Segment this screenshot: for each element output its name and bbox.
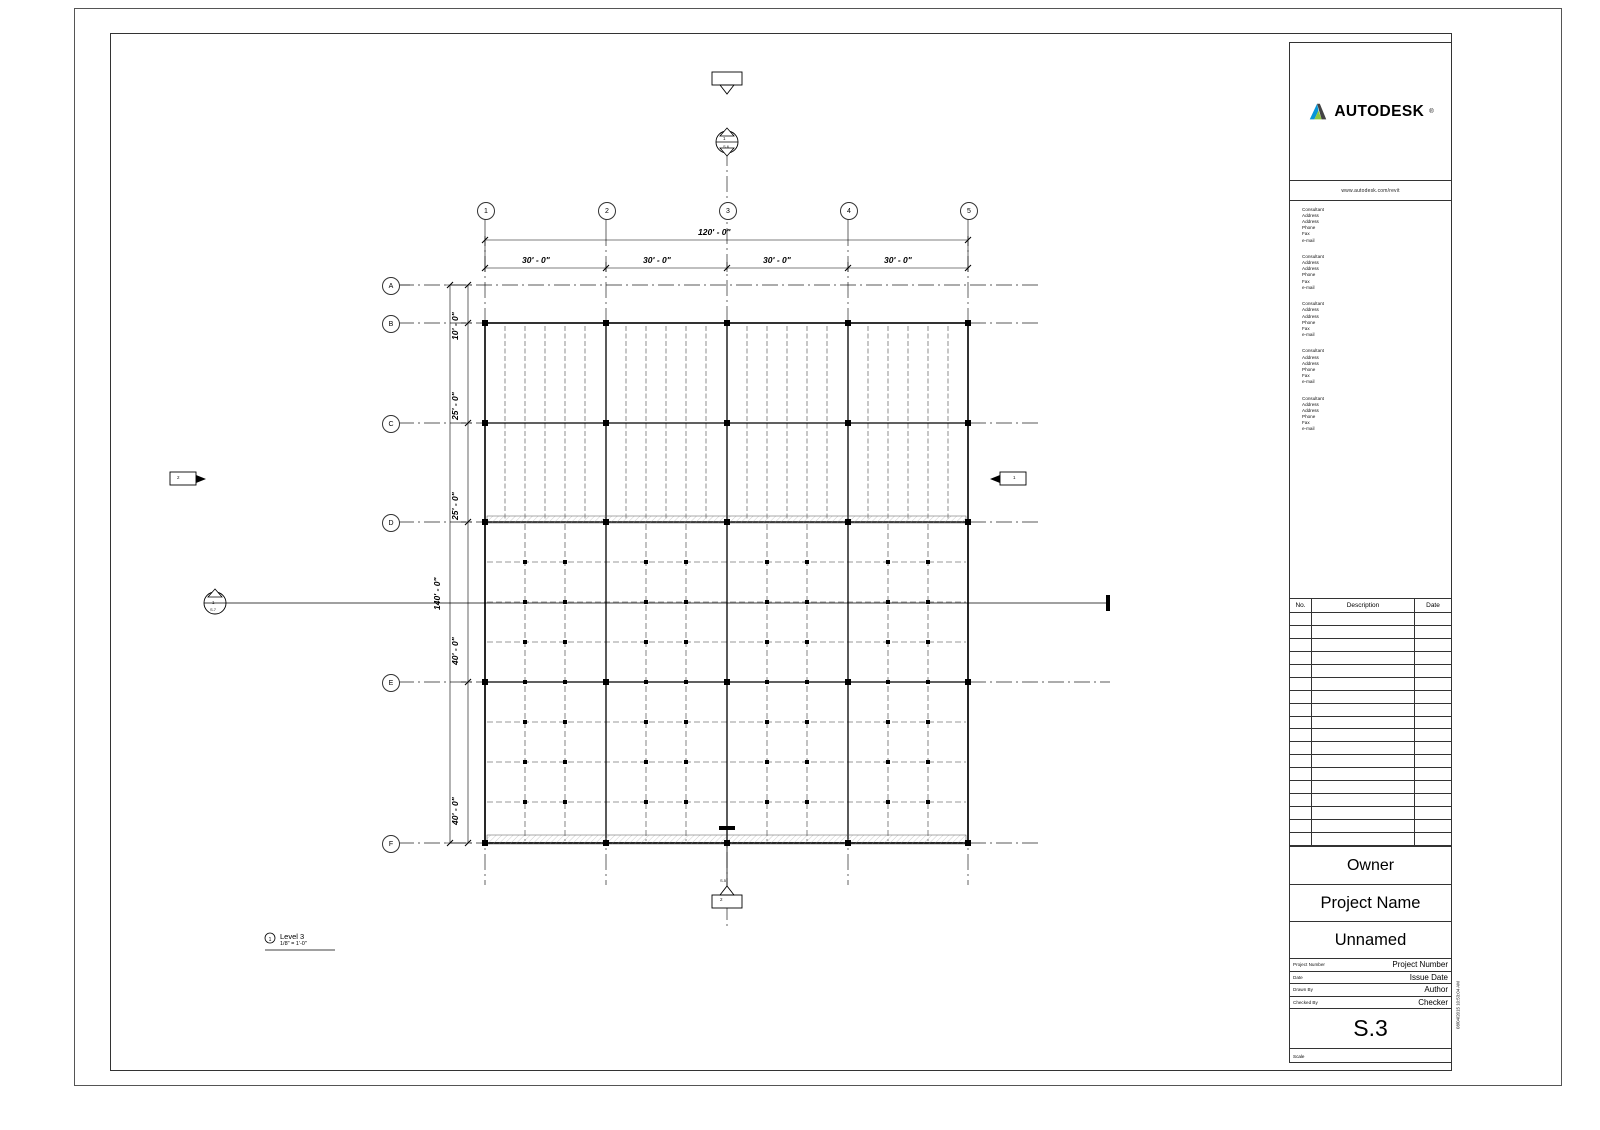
revision-cell-date (1415, 820, 1451, 832)
revision-table (1290, 599, 1451, 847)
view-title-name: Level 3 (280, 932, 305, 941)
section-marker-top-graphic (716, 128, 738, 156)
revision-row[interactable] (1290, 613, 1451, 626)
meta-row-checked-by[interactable] (1290, 997, 1451, 1010)
grid-bubble-label: 5 (967, 207, 971, 215)
meta-row-project-number[interactable] (1290, 959, 1451, 972)
elevation-marker-left-graphic (204, 589, 1110, 614)
revision-cell-description (1312, 704, 1415, 716)
consultant-fax: Fax (1302, 278, 1310, 284)
revision-cell-no (1290, 704, 1312, 716)
consultant-address-1: Address (1302, 307, 1319, 313)
meta-row-date[interactable] (1290, 972, 1451, 985)
consultant-block (1302, 396, 1451, 433)
revision-cell-no (1290, 613, 1312, 625)
revision-cell-date (1415, 742, 1451, 754)
grid-bubble-column-2[interactable] (598, 202, 616, 220)
revision-cell-no (1290, 755, 1312, 767)
revision-cell-description (1312, 768, 1415, 780)
consultant-fax: Fax (1302, 420, 1310, 426)
revision-cell-description (1312, 729, 1415, 741)
consultant-phone: Phone (1302, 319, 1316, 325)
plan-linework (120, 40, 1280, 1060)
meta-value: Issue Date (1409, 972, 1448, 982)
sheet-metadata (1290, 959, 1451, 1009)
grid-bubble-column-1[interactable] (477, 202, 495, 220)
revision-cell-no (1290, 820, 1312, 832)
meta-value: Project Number (1392, 960, 1448, 970)
revision-cell-no (1290, 652, 1312, 664)
revision-cell-no (1290, 678, 1312, 690)
revision-cell-description (1312, 652, 1415, 664)
project-name-field[interactable]: Project Name (1290, 885, 1451, 922)
consultant-email: e-mail (1302, 426, 1315, 432)
overall-horizontal-dimension: 120' - 0" (698, 227, 731, 237)
consultant-name: Consultant (1302, 348, 1324, 354)
revision-row[interactable] (1290, 717, 1451, 730)
consultant-address-1: Address (1302, 401, 1319, 407)
revision-cell-description (1312, 717, 1415, 729)
revision-cell-no (1290, 833, 1312, 845)
revision-cell-date (1415, 678, 1451, 690)
meta-value: Checker (1418, 997, 1448, 1007)
revision-cell-no (1290, 742, 1312, 754)
meta-row-drawn-by[interactable] (1290, 984, 1451, 997)
autodesk-logo-tm: ® (1429, 108, 1434, 115)
section-marker-top-label: 1 (723, 136, 726, 141)
revision-row[interactable] (1290, 665, 1451, 678)
revision-col-date: Date (1426, 602, 1440, 609)
consultant-name: Consultant (1302, 207, 1324, 212)
consultant-name: Consultant (1302, 254, 1324, 260)
revision-row[interactable] (1290, 781, 1451, 794)
vertical-dimension-2: 25' - 0" (450, 392, 460, 420)
revision-row[interactable] (1290, 794, 1451, 807)
revision-cell-no (1290, 665, 1312, 677)
title-block (1289, 42, 1461, 1063)
grid-bubble-label: 1 (484, 207, 488, 215)
consultant-address-1: Address (1302, 354, 1319, 360)
consultant-name: Consultant (1302, 395, 1324, 401)
revision-cell-description (1312, 678, 1415, 690)
consultant-email: e-mail (1302, 331, 1315, 337)
grid-bubble-row-b[interactable] (382, 315, 400, 333)
section-marker-bottom-label: 2 (720, 897, 723, 902)
grid-bubble-row-d[interactable] (382, 514, 400, 532)
consultant-address-1: Address (1302, 213, 1319, 219)
revision-cell-no (1290, 717, 1312, 729)
grid-bubble-row-e[interactable] (382, 674, 400, 692)
plot-timestamp: 08/04/2015 10:53:04 AM (1455, 981, 1461, 1029)
revision-cell-no (1290, 768, 1312, 780)
view-title (280, 932, 307, 947)
consultant-phone: Phone (1302, 413, 1316, 419)
revision-cell-no (1290, 626, 1312, 638)
revision-cell-no (1290, 807, 1312, 819)
section-marker-bottom-sheet: S.5 (720, 878, 727, 883)
revision-row[interactable] (1290, 729, 1451, 742)
revision-cell-description (1312, 755, 1415, 767)
consultant-block (1302, 254, 1451, 291)
elevation-marker-left-label: 1 (212, 600, 215, 605)
consultant-address-1: Address (1302, 260, 1319, 266)
section-marker-left-label: 2 (177, 475, 180, 480)
horizontal-dimension-1: 30' - 0" (522, 255, 550, 265)
overall-vertical-dimension: 140' - 0" (432, 577, 442, 610)
revision-cell-date (1415, 781, 1451, 793)
grid-bubble-label: 2 (605, 207, 609, 215)
section-marker-left-graphic (170, 472, 206, 485)
grid-bubble-row-a[interactable] (382, 277, 400, 295)
meta-value: Author (1424, 985, 1448, 995)
grid-bubble-row-c[interactable] (382, 415, 400, 433)
revision-cell-description (1312, 794, 1415, 806)
revision-cell-no (1290, 639, 1312, 651)
consultant-fax: Fax (1302, 372, 1310, 378)
revision-row[interactable] (1290, 626, 1451, 639)
grid-bubble-column-5[interactable] (960, 202, 978, 220)
revision-cell-date (1415, 833, 1451, 845)
revision-col-description: Description (1312, 599, 1415, 612)
revision-col-no: No. (1290, 599, 1312, 612)
revision-table-header (1290, 599, 1451, 613)
view-title-scale: 1/8" = 1'-0" (280, 941, 307, 947)
revision-cell-description (1312, 626, 1415, 638)
consultant-block (1302, 348, 1451, 385)
meta-label: Drawn By (1293, 987, 1313, 993)
revision-cell-date (1415, 729, 1451, 741)
consultant-phone: Phone (1302, 225, 1316, 231)
revision-row[interactable] (1290, 820, 1451, 833)
revision-cell-description (1312, 833, 1415, 845)
section-head-top-graphic (712, 72, 742, 94)
revision-cell-description (1312, 691, 1415, 703)
section-marker-right-graphic (990, 472, 1026, 485)
revision-cell-no (1290, 729, 1312, 741)
consultant-address-2: Address (1302, 219, 1319, 225)
horizontal-dimension-2: 30' - 0" (643, 255, 671, 265)
consultant-address-2: Address (1302, 407, 1319, 413)
revision-row[interactable] (1290, 755, 1451, 768)
svg-text:1: 1 (268, 937, 272, 943)
sheet-number[interactable]: S.3 (1290, 1009, 1451, 1049)
revision-cell-no (1290, 781, 1312, 793)
vertical-dimension-4: 40' - 0" (450, 637, 460, 665)
consultant-phone: Phone (1302, 272, 1316, 278)
revision-cell-date (1415, 755, 1451, 767)
revision-cell-description (1312, 807, 1415, 819)
revision-cell-date (1415, 704, 1451, 716)
revision-row[interactable] (1290, 742, 1451, 755)
revision-row[interactable] (1290, 652, 1451, 665)
consultant-email: e-mail (1302, 379, 1315, 385)
horizontal-dimension-3: 30' - 0" (763, 255, 791, 265)
vertical-dimension-3: 25' - 0" (450, 492, 460, 520)
grid-bubble-column-3[interactable] (719, 202, 737, 220)
consultant-phone: Phone (1302, 366, 1316, 372)
consultant-address-2: Address (1302, 360, 1319, 366)
autodesk-url[interactable]: www.autodesk.com/revit (1290, 181, 1451, 201)
owner-field[interactable]: Owner (1290, 847, 1451, 885)
consultant-block (1302, 301, 1451, 338)
revision-cell-description (1312, 742, 1415, 754)
meta-label: Checked By (1293, 999, 1318, 1005)
revision-row[interactable] (1290, 691, 1451, 704)
revision-cell-date (1415, 768, 1451, 780)
revision-cell-date (1415, 691, 1451, 703)
revision-row[interactable] (1290, 768, 1451, 781)
consultant-address-2: Address (1302, 313, 1319, 319)
elevation-marker-left-sheet: S.7 (210, 607, 217, 612)
grid-bubble-label: D (388, 519, 394, 527)
grid-bubble-label: 4 (847, 207, 851, 215)
consultant-list (1290, 201, 1451, 599)
grid-bubble-label: E (388, 679, 394, 687)
grid-bubble-row-f[interactable] (382, 835, 400, 853)
revision-cell-date (1415, 794, 1451, 806)
consultant-fax: Fax (1302, 231, 1310, 237)
revision-cell-description (1312, 639, 1415, 651)
revision-cell-description (1312, 820, 1415, 832)
autodesk-logo-text: AUTODESK (1334, 102, 1425, 120)
section-marker-top-sheet: S.6 (723, 144, 730, 149)
grid-bubble-label: 3 (726, 207, 730, 215)
revision-cell-date (1415, 665, 1451, 677)
revision-cell-no (1290, 691, 1312, 703)
structural-plan-view (120, 40, 1280, 1060)
revision-cell-date (1415, 639, 1451, 651)
consultant-address-2: Address (1302, 266, 1319, 272)
grid-bubble-label: A (388, 282, 394, 290)
grid-bubble-label: C (388, 420, 394, 428)
meta-label: Project Number (1293, 962, 1325, 968)
horizontal-dimension-4: 30' - 0" (884, 255, 912, 265)
revision-cell-date (1415, 613, 1451, 625)
grid-bubble-column-4[interactable] (840, 202, 858, 220)
grid-bubble-label: F (388, 840, 394, 848)
autodesk-logo-icon (1307, 101, 1329, 123)
revision-cell-date (1415, 626, 1451, 638)
meta-label: Date (1293, 974, 1303, 980)
consultant-block (1302, 207, 1451, 244)
revision-cell-description (1312, 781, 1415, 793)
revision-cell-description (1312, 665, 1415, 677)
vertical-dimension-1: 10' - 0" (450, 312, 460, 340)
revision-row[interactable] (1290, 704, 1451, 717)
consultant-fax: Fax (1302, 325, 1310, 331)
grid-bubble-label: B (388, 320, 394, 328)
sheet-name-field[interactable]: Unnamed (1290, 922, 1451, 959)
consultant-email: e-mail (1302, 237, 1315, 243)
revision-cell-date (1415, 807, 1451, 819)
revision-row[interactable] (1290, 639, 1451, 652)
scale-field: Scale (1293, 1053, 1305, 1059)
revision-row[interactable] (1290, 833, 1451, 846)
revision-cell-description (1312, 613, 1415, 625)
vertical-dimension-5: 40' - 0" (450, 797, 460, 825)
section-marker-right-label: 1 (1013, 475, 1016, 480)
revision-cell-date (1415, 652, 1451, 664)
autodesk-logo (1290, 43, 1451, 181)
revision-cell-date (1415, 717, 1451, 729)
consultant-email: e-mail (1302, 284, 1315, 290)
consultant-name: Consultant (1302, 301, 1324, 307)
revision-row[interactable] (1290, 807, 1451, 820)
revision-cell-no (1290, 794, 1312, 806)
revision-row[interactable] (1290, 678, 1451, 691)
